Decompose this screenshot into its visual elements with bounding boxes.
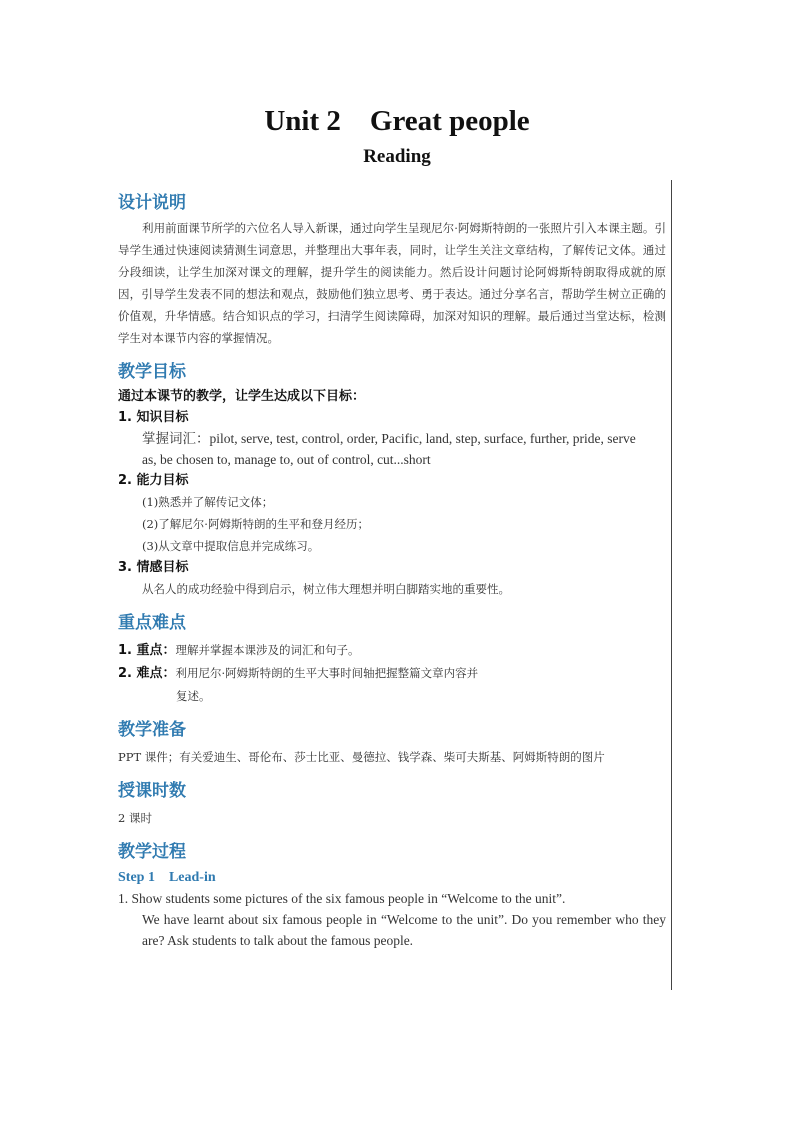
difficulty-label: 2. 难点： bbox=[118, 666, 176, 681]
preparation-text: PPT 课件；有关爱迪生、哥伦布、莎士比亚、曼德拉、钱学森、柴可夫斯基、阿姆斯特朗的图片 bbox=[118, 750, 605, 764]
knowledge-goal-label: 1. 知识目标 bbox=[118, 410, 189, 425]
knowledge-goal-line-1: 掌握词汇：pilot, serve, test, control, order, Pacific, land, step, surface, further, pride, serve bbox=[142, 431, 636, 446]
process-heading: 教学过程 bbox=[118, 842, 186, 862]
emotion-goal-text: 从名人的成功经验中得到启示，树立伟大理想并明白脚踏实地的重要性。 bbox=[142, 582, 510, 596]
goals-intro: 通过本课节的教学，让学生达成以下目标： bbox=[118, 389, 366, 404]
process-item-1-detail: We have learnt about six famous people in “Welcome to the unit”. Do you remember who they are? Ask students to talk about the famous people. bbox=[142, 912, 666, 948]
goals-heading: 教学目标 bbox=[118, 362, 186, 382]
difficulty-text: 利用尼尔·阿姆斯特朗的生平大事时间轴把握整篇文章内容并 bbox=[175, 666, 479, 680]
ability-goal-item: (3)从文章中提取信息并完成练习。 bbox=[142, 539, 320, 553]
lesson-plan-body bbox=[118, 188, 666, 951]
step-title: Lead-in bbox=[168, 870, 216, 885]
ability-goal-item: (1)熟悉并了解传记文体； bbox=[142, 495, 274, 509]
document-title: Unit 2 Great people bbox=[264, 105, 530, 137]
difficulty-line bbox=[118, 662, 666, 685]
step-heading bbox=[118, 868, 666, 888]
process-item-1: 1. Show students some pictures of the six famous people in “Welcome to the unit”. bbox=[118, 891, 566, 906]
difficulty-text-cont: 复述。 bbox=[176, 689, 211, 703]
ability-goal-item: (2)了解尼尔·阿姆斯特朗的生平和登月经历； bbox=[142, 517, 369, 531]
key-points-heading: 重点难点 bbox=[118, 613, 186, 633]
document-subtitle: Reading bbox=[363, 146, 431, 167]
focus-line bbox=[118, 639, 666, 662]
emotion-goal-label: 3. 情感目标 bbox=[118, 560, 189, 575]
focus-text: 理解并掌握本课涉及的词汇和句子。 bbox=[175, 643, 360, 657]
design-heading: 设计说明 bbox=[118, 193, 186, 213]
preparation-heading: 教学准备 bbox=[118, 720, 186, 740]
ability-goal-label: 2. 能力目标 bbox=[118, 473, 189, 488]
knowledge-goal-line-2: as, be chosen to, manage to, out of control, cut...short bbox=[142, 452, 431, 467]
hours-text: 2 课时 bbox=[118, 811, 152, 825]
hours-heading: 授课时数 bbox=[118, 781, 186, 801]
right-border-line bbox=[671, 180, 672, 990]
design-text: 利用前面课节所学的六位名人导入新课，通过向学生呈现尼尔·阿姆斯特朗的一张照片引入本课主题。引导学生通过快速阅读猜测生词意思，并整理出大事年表，同时，让学生关注文章结构，了解传记文体。通过分段细读，让学生加深对课文的理解，提升学生的阅读能力。然后设计问题讨论阿姆斯特朗取得成就的原因，引导学生发表不同的想法和观点，鼓励他们独立思考、勇于表达。通过分享名言，帮助学生树立正确的价值观，升华情感。结合知识点的学习，扫清学生阅读障碍，加深对知识的理解。最后通过当堂达标，检测学生对本课节内容的掌握情况。 bbox=[118, 221, 666, 345]
focus-label: 1. 重点： bbox=[118, 643, 176, 658]
step-label: Step 1 bbox=[118, 870, 155, 885]
